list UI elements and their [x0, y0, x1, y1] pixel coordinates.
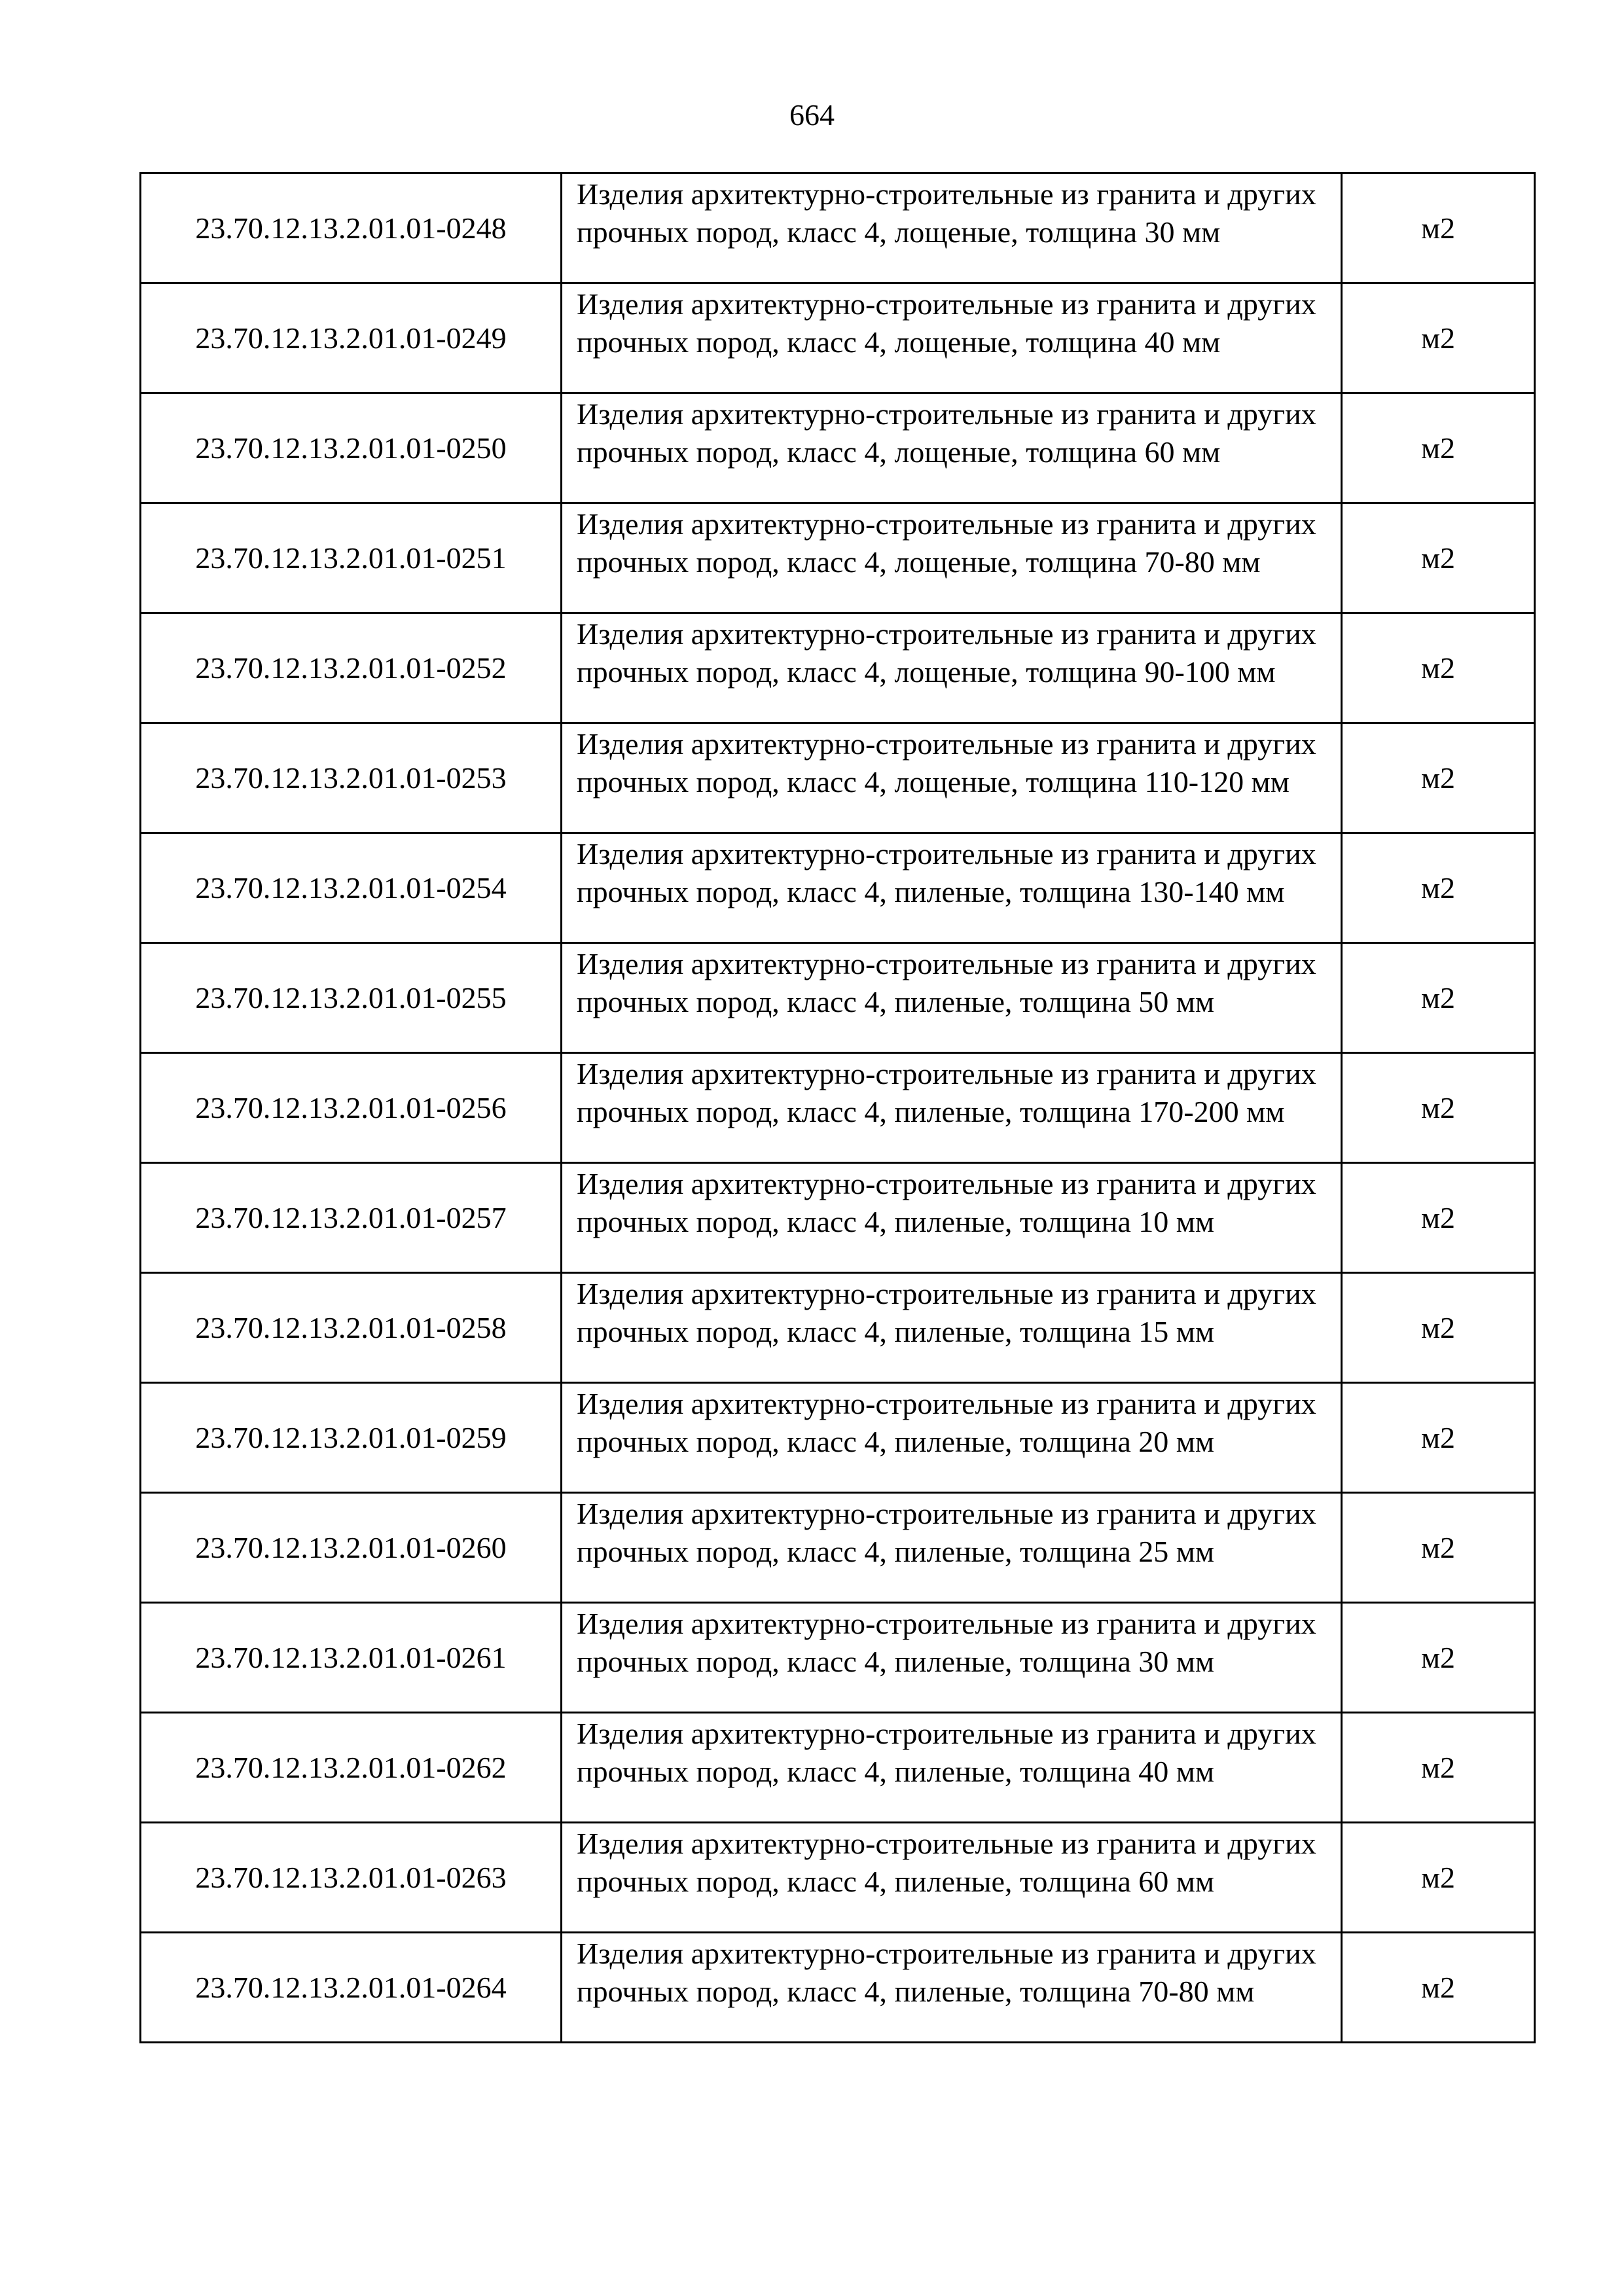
resource-description-cell: Изделия архитектурно-строительные из гранита и других прочных пород, класс 4, пиленые, толщина 130-140 мм: [562, 833, 1342, 943]
resource-description-cell: Изделия архитектурно-строительные из гранита и других прочных пород, класс 4, пиленые, толщина 30 мм: [562, 1603, 1342, 1713]
unit-cell: м2: [1342, 613, 1535, 723]
resource-code-cell: 23.70.12.13.2.01.01-0255: [141, 943, 562, 1053]
unit-cell: м2: [1342, 1713, 1535, 1823]
resource-description-cell: Изделия архитектурно-строительные из гранита и других прочных пород, класс 4, пиленые, толщина 25 мм: [562, 1493, 1342, 1603]
unit-cell: м2: [1342, 833, 1535, 943]
resource-description-cell: Изделия архитектурно-строительные из гранита и других прочных пород, класс 4, лощеные, толщина 30 мм: [562, 173, 1342, 283]
unit-cell: м2: [1342, 283, 1535, 393]
resource-code-cell: 23.70.12.13.2.01.01-0249: [141, 283, 562, 393]
unit-cell: м2: [1342, 1273, 1535, 1383]
unit-cell: м2: [1342, 943, 1535, 1053]
resource-code-cell: 23.70.12.13.2.01.01-0260: [141, 1493, 562, 1603]
resource-code-cell: 23.70.12.13.2.01.01-0264: [141, 1933, 562, 2043]
resource-table: [139, 172, 1536, 2043]
resource-description-cell: Изделия архитектурно-строительные из гранита и других прочных пород, класс 4, лощеные, толщина 90-100 мм: [562, 613, 1342, 723]
table-row: [141, 1823, 1535, 1933]
unit-cell: м2: [1342, 173, 1535, 283]
resource-code-cell: 23.70.12.13.2.01.01-0253: [141, 723, 562, 833]
resource-description-cell: Изделия архитектурно-строительные из гранита и других прочных пород, класс 4, пиленые, толщина 60 мм: [562, 1823, 1342, 1933]
table-row: [141, 943, 1535, 1053]
table-row: [141, 1053, 1535, 1163]
unit-cell: м2: [1342, 1053, 1535, 1163]
unit-cell: м2: [1342, 1163, 1535, 1273]
unit-cell: м2: [1342, 1933, 1535, 2043]
resource-code-cell: 23.70.12.13.2.01.01-0263: [141, 1823, 562, 1933]
table-row: [141, 1603, 1535, 1713]
unit-cell: м2: [1342, 503, 1535, 613]
table-row: [141, 1493, 1535, 1603]
table-row: [141, 833, 1535, 943]
resource-description-cell: Изделия архитектурно-строительные из гранита и других прочных пород, класс 4, лощеные, толщина 70-80 мм: [562, 503, 1342, 613]
table-row: [141, 723, 1535, 833]
resource-code-cell: 23.70.12.13.2.01.01-0251: [141, 503, 562, 613]
resource-description-cell: Изделия архитектурно-строительные из гранита и других прочных пород, класс 4, пиленые, толщина 40 мм: [562, 1713, 1342, 1823]
resource-description-cell: Изделия архитектурно-строительные из гранита и других прочных пород, класс 4, пиленые, толщина 50 мм: [562, 943, 1342, 1053]
unit-cell: м2: [1342, 1823, 1535, 1933]
table-row: [141, 503, 1535, 613]
page-number: 664: [789, 98, 835, 132]
resource-description-cell: Изделия архитектурно-строительные из гранита и других прочных пород, класс 4, лощеные, толщина 40 мм: [562, 283, 1342, 393]
unit-cell: м2: [1342, 1383, 1535, 1493]
unit-cell: м2: [1342, 393, 1535, 503]
resource-description-cell: Изделия архитектурно-строительные из гранита и других прочных пород, класс 4, пиленые, толщина 10 мм: [562, 1163, 1342, 1273]
resource-code-cell: 23.70.12.13.2.01.01-0257: [141, 1163, 562, 1273]
table-row: [141, 1273, 1535, 1383]
table-row: [141, 283, 1535, 393]
resource-code-cell: 23.70.12.13.2.01.01-0248: [141, 173, 562, 283]
table-row: [141, 393, 1535, 503]
table-row: [141, 1163, 1535, 1273]
unit-cell: м2: [1342, 1603, 1535, 1713]
unit-cell: м2: [1342, 723, 1535, 833]
resource-code-cell: 23.70.12.13.2.01.01-0254: [141, 833, 562, 943]
table-body: [141, 173, 1535, 2043]
resource-description-cell: Изделия архитектурно-строительные из гранита и других прочных пород, класс 4, лощеные, толщина 110-120 мм: [562, 723, 1342, 833]
resource-code-cell: 23.70.12.13.2.01.01-0261: [141, 1603, 562, 1713]
resource-code-cell: 23.70.12.13.2.01.01-0258: [141, 1273, 562, 1383]
unit-cell: м2: [1342, 1493, 1535, 1603]
resource-code-cell: 23.70.12.13.2.01.01-0256: [141, 1053, 562, 1163]
resource-description-cell: Изделия архитектурно-строительные из гранита и других прочных пород, класс 4, пиленые, толщина 20 мм: [562, 1383, 1342, 1493]
table-row: [141, 613, 1535, 723]
resource-code-cell: 23.70.12.13.2.01.01-0259: [141, 1383, 562, 1493]
resource-description-cell: Изделия архитектурно-строительные из гранита и других прочных пород, класс 4, лощеные, толщина 60 мм: [562, 393, 1342, 503]
resource-description-cell: Изделия архитектурно-строительные из гранита и других прочных пород, класс 4, пиленые, толщина 15 мм: [562, 1273, 1342, 1383]
table-row: [141, 1383, 1535, 1493]
resource-code-cell: 23.70.12.13.2.01.01-0252: [141, 613, 562, 723]
resource-code-cell: 23.70.12.13.2.01.01-0250: [141, 393, 562, 503]
table-row: [141, 1933, 1535, 2043]
resource-description-cell: Изделия архитектурно-строительные из гранита и других прочных пород, класс 4, пиленые, толщина 70-80 мм: [562, 1933, 1342, 2043]
resource-description-cell: Изделия архитектурно-строительные из гранита и других прочных пород, класс 4, пиленые, толщина 170-200 мм: [562, 1053, 1342, 1163]
resource-code-cell: 23.70.12.13.2.01.01-0262: [141, 1713, 562, 1823]
table-row: [141, 173, 1535, 283]
table-row: [141, 1713, 1535, 1823]
